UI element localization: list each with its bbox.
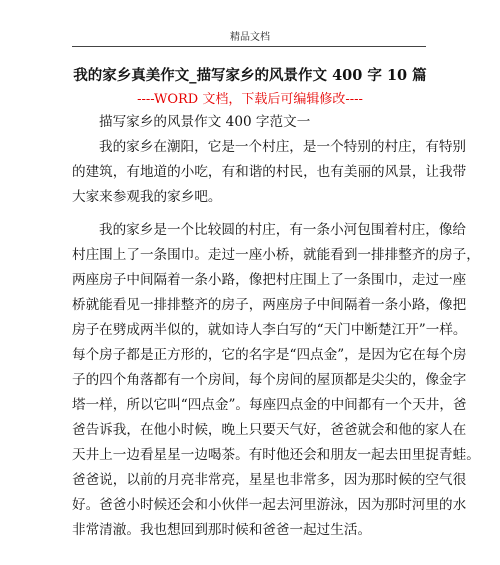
paragraph <box>72 135 467 210</box>
paragraph-line: 子的四个角落都有一个房间，每个房间的屋顶都是尖尖的，像金字 <box>72 372 467 388</box>
paragraph-line: 村庄围上了一条围巾。走过一座小桥，就能看到一排排整齐的房子， <box>72 247 480 263</box>
paragraph-line: 爸告诉我，在他小时候，晚上只要天气好，爸爸就会和他的家人在 <box>72 422 467 438</box>
document-body <box>72 110 480 543</box>
paragraph-line: 描写家乡的风景作文 400 字范文一 <box>99 114 311 130</box>
paragraph-line: 天井上一边看星星一边喝茶。有时他还会和朋友一起去田里捉青蛙。 <box>72 447 480 463</box>
paragraph-line: 我的家乡是一个比较圆的村庄，有一条小河包围着村庄，像给 <box>99 222 467 238</box>
paragraph-line: 的建筑，有地道的小吃，有和谐的村民，也有美丽的风景，让我带 <box>72 164 467 180</box>
paragraph-line: 每个房子都是正方形的，它的名字是“四点金”，是因为它在每个房 <box>72 347 467 363</box>
paragraph <box>72 110 428 135</box>
paragraph-line: 塔一样，所以它叫“四点金”。每座四点金的中间都有一个天井，爸 <box>72 397 467 413</box>
document-subtitle: ----WORD 文档，下载后可编辑修改---- <box>137 92 363 107</box>
paragraph-line: 两座房子中间隔着一条小路，像把村庄围上了一条围巾，走过一座 <box>72 272 467 288</box>
paragraph-gap <box>72 210 428 218</box>
paragraph <box>72 218 480 543</box>
paragraph-line: 大家来参观我的家乡吧。 <box>72 189 222 205</box>
paragraph-line: 非常清澈。我也想回到那时候和爸爸一起过生活。 <box>72 522 372 538</box>
page-header <box>0 0 500 48</box>
paragraph-line: 好。爸爸小时候还会和小伙伴一起去河里游泳，因为那时河里的水 <box>72 497 467 513</box>
paragraph-line: 房子在劈成两半似的，就如诗人李白写的“天门中断楚江开”一样。 <box>72 322 467 338</box>
header-divider <box>72 46 426 47</box>
paragraph-line: 我的家乡在潮阳，它是一个村庄，是一个特别的村庄，有特别 <box>99 139 467 155</box>
header-label: 精品文档 <box>230 32 270 43</box>
paragraph-line: 爸爸说，以前的月亮非常亮，星星也非常多，因为那时候的空气很 <box>72 472 467 488</box>
paragraph-line: 桥就能看见一排排整齐的房子，两座房子中间隔着一条小路，像把 <box>72 297 467 313</box>
document-title: 我的家乡真美作文_描写家乡的风景作文 400 字 10 篇 <box>73 67 427 84</box>
